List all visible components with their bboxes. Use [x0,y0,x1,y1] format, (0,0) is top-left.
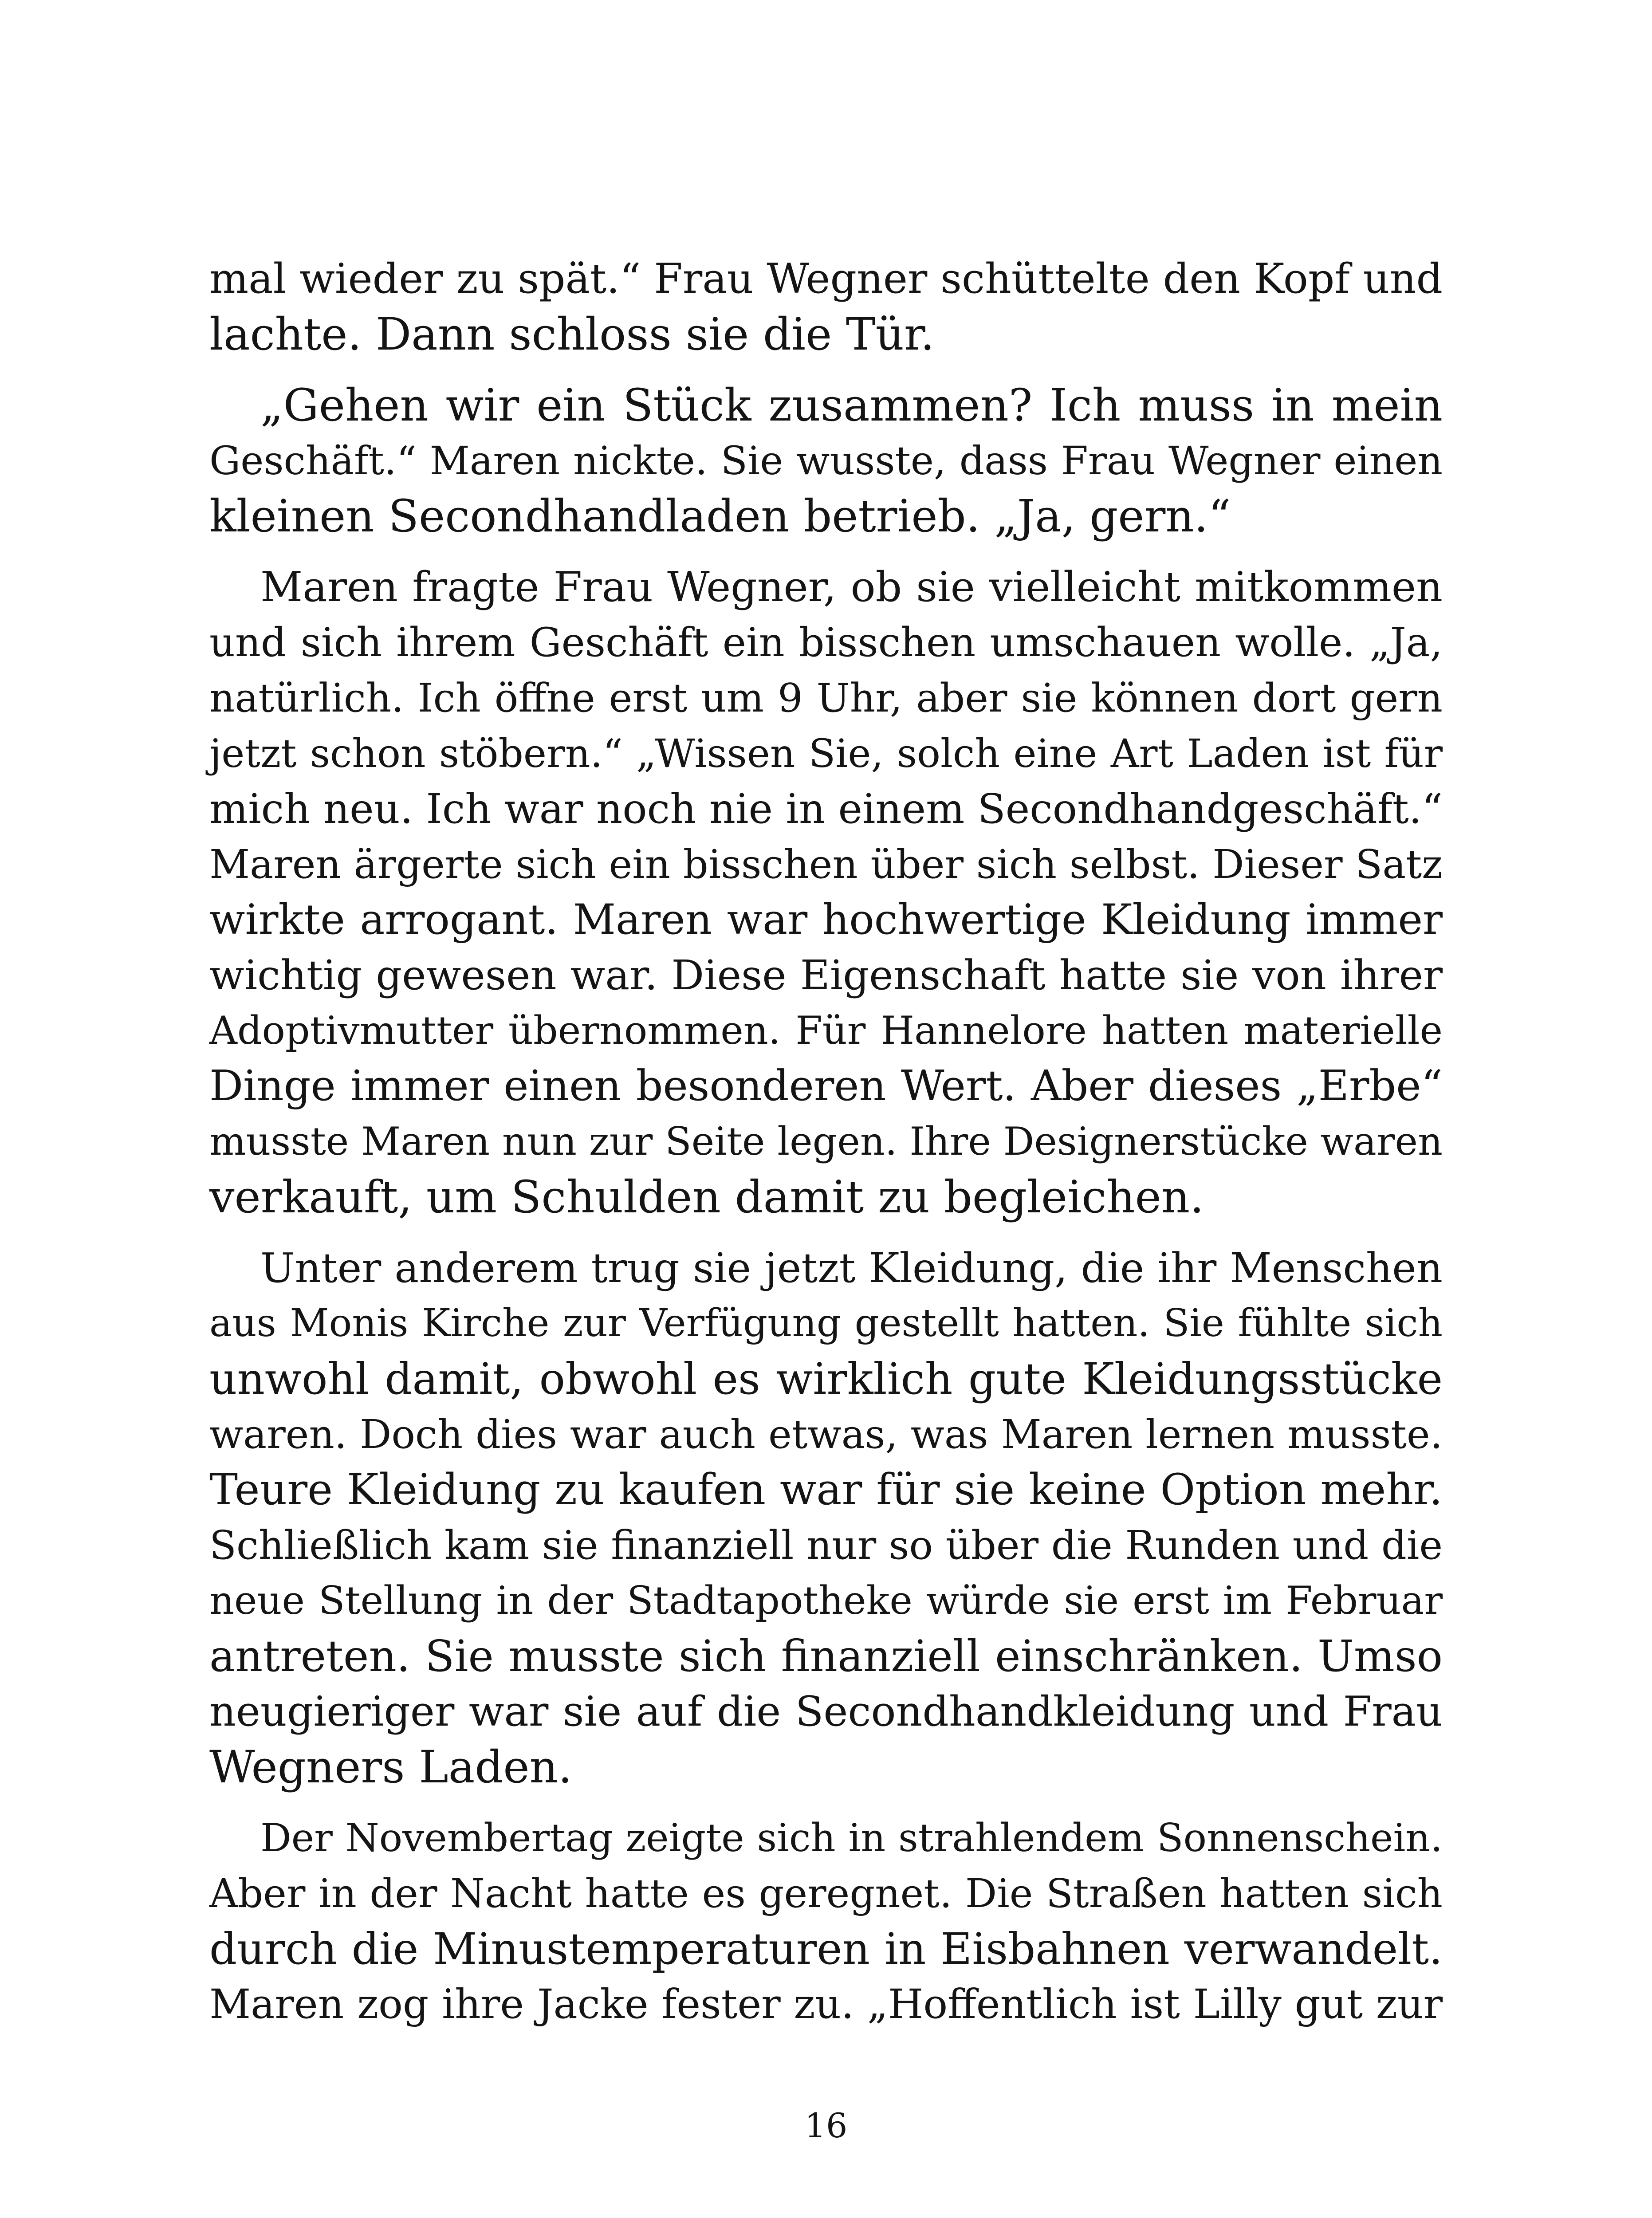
text-line: Der Novembertag zeigte sich in strahlendem Sonnenschein. [260,1815,1443,1860]
paragraph-gap [209,544,1443,559]
paragraph-gap [209,1225,1443,1240]
text-line: neugieriger war sie auf die Secondhandkleidung und Frau [209,1687,1443,1735]
text-line: durch die Minustemperaturen in Eisbahnen verwandelt. [209,1924,1443,1974]
text-line: Teure Kleidung zu kaufen war für sie keine Option mehr. [209,1465,1443,1514]
text-line: Geschäft.“ Maren nickte. Sie wusste, dass Frau Wegner einen [209,438,1443,484]
text-line: neue Stellung in der Stadtapotheke würde sie erst im Februar [209,1578,1443,1623]
text-line: wirkte arrogant. Maren war hochwertige Kleidung immer [209,896,1443,944]
paragraph [209,1810,1443,2032]
text-line: mich neu. Ich war noch nie in einem Secondhandgeschäft.“ [209,785,1443,833]
paragraph-gap [209,1795,1443,1810]
text-line: Maren zog ihre Jacke fester zu. „Hoffentlich ist Lilly gut zur [209,1981,1443,2028]
paragraph [209,1240,1443,1795]
text-line: Schließlich kam sie finanziell nur so über die Runden und die [209,1522,1443,1568]
text-line: verkauft, um Schulden damit zu begleichen. [209,1171,1204,1223]
text-line: antreten. Sie musste sich finanziell einschränken. Umso [209,1631,1443,1681]
text-line: Maren ärgerte sich ein bisschen über sich selbst. Dieser Satz [209,841,1443,887]
text-line: Unter anderem trug sie jetzt Kleidung, die ihr Menschen [260,1244,1443,1292]
paragraph [209,378,1443,544]
text-line: und sich ihrem Geschäft ein bisschen umschauen wolle. „Ja, [209,619,1443,666]
text-line: jetzt schon stöbern.“ „Wissen Sie, solch eine Art Laden ist für [209,731,1443,776]
text-line: lachte. Dann schloss sie die Tür. [209,308,935,360]
text-line: Wegners Laden. [209,1741,572,1793]
text-line: wichtig gewesen war. Diese Eigenschaft hatte sie von ihrer [209,952,1443,999]
text-line: natürlich. Ich öffne erst um 9 Uhr, aber sie können dort gern [209,675,1443,721]
paragraph [209,559,1443,1225]
text-line: unwohl damit, obwohl es wirklich gute Kleidungsstücke [209,1354,1443,1404]
body-text [209,251,1443,2032]
text-line: waren. Doch dies war auch etwas, was Maren lernen musste. [209,1411,1443,1457]
page-number: 16 [804,2106,848,2145]
text-line: musste Maren nun zur Seite legen. Ihre Designerstücke waren [209,1119,1443,1164]
text-line: Dinge immer einen besonderen Wert. Aber dieses „Erbe“ [209,1062,1443,1110]
text-line: aus Monis Kirche zur Verfügung gestellt hatten. Sie fühlte sich [209,1301,1443,1345]
text-line: Adoptivmutter übernommen. Für Hannelore hatten materielle [209,1008,1443,1053]
text-line: Aber in der Nacht hatte es geregnet. Die Straßen hatten sich [209,1870,1443,1916]
text-line: kleinen Secondhandladen betrieb. „Ja, gern.“ [209,490,1231,542]
text-line: Maren fragte Frau Wegner, ob sie vielleicht mitkommen [260,563,1443,611]
text-line: „Gehen wir ein Stück zusammen? Ich muss in mein [260,379,1443,431]
paragraph-gap [209,362,1443,378]
paragraph [209,251,1443,362]
text-line: mal wieder zu spät.“ Frau Wegner schüttelte den Kopf und [209,255,1443,303]
